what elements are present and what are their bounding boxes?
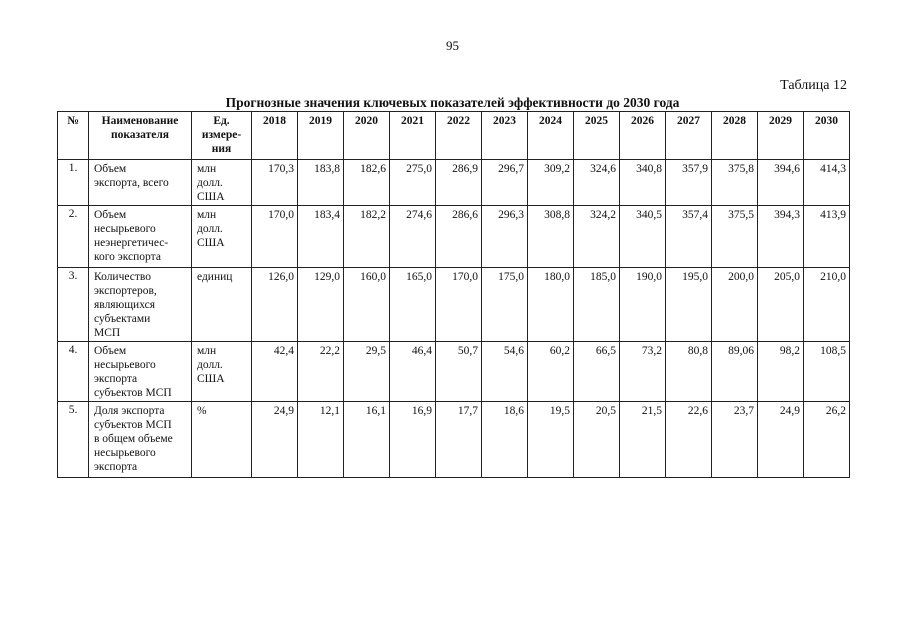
- header-year-2020: 2020: [344, 112, 390, 160]
- value-cell-2029: 394,3: [758, 206, 804, 268]
- unit-line: долл.: [197, 359, 223, 371]
- row-unit: [192, 402, 252, 478]
- unit-line: млн: [197, 163, 217, 175]
- header-num: №: [58, 112, 89, 160]
- header-year-2028: 2028: [712, 112, 758, 160]
- row-unit: [192, 268, 252, 342]
- row-unit: [192, 160, 252, 206]
- value-cell-2020: 182,6: [344, 160, 390, 206]
- value-cell-2025: 324,2: [574, 206, 620, 268]
- unit-line: млн: [197, 345, 217, 357]
- row-number: 4.: [58, 342, 89, 402]
- table-row: [58, 160, 850, 206]
- value-cell-2028: 200,0: [712, 268, 758, 342]
- row-unit: [192, 342, 252, 402]
- row-indicator-name: [89, 268, 192, 342]
- value-cell-2027: 80,8: [666, 342, 712, 402]
- header-year-2018: 2018: [252, 112, 298, 160]
- header-year-2022: 2022: [436, 112, 482, 160]
- value-cell-2025: 324,6: [574, 160, 620, 206]
- value-cell-2026: 190,0: [620, 268, 666, 342]
- value-cell-2022: 50,7: [436, 342, 482, 402]
- table-row: [58, 268, 850, 342]
- value-cell-2027: 357,9: [666, 160, 712, 206]
- value-cell-2023: 18,6: [482, 402, 528, 478]
- value-cell-2026: 21,5: [620, 402, 666, 478]
- value-cell-2021: 274,6: [390, 206, 436, 268]
- value-cell-2029: 98,2: [758, 342, 804, 402]
- indicator-name-line: Объем: [94, 345, 127, 357]
- value-cell-2024: 60,2: [528, 342, 574, 402]
- value-cell-2020: 16,1: [344, 402, 390, 478]
- row-indicator-name: [89, 402, 192, 478]
- unit-line: США: [197, 237, 225, 249]
- value-cell-2019: 12,1: [298, 402, 344, 478]
- value-cell-2026: 340,5: [620, 206, 666, 268]
- value-cell-2018: 24,9: [252, 402, 298, 478]
- header-year-2024: 2024: [528, 112, 574, 160]
- value-cell-2029: 394,6: [758, 160, 804, 206]
- header-unit: [192, 112, 252, 160]
- value-cell-2027: 357,4: [666, 206, 712, 268]
- value-cell-2030: 108,5: [804, 342, 850, 402]
- page-number: 95: [446, 38, 459, 53]
- unit-line: единиц: [197, 271, 233, 283]
- value-cell-2030: 414,3: [804, 160, 850, 206]
- value-cell-2022: 170,0: [436, 268, 482, 342]
- value-cell-2030: 210,0: [804, 268, 850, 342]
- row-number: 2.: [58, 206, 89, 268]
- header-unit-line: измере-: [201, 129, 242, 141]
- table-title: Прогнозные значения ключевых показателей эффективности до 2030 года: [225, 95, 680, 110]
- indicator-name-line: экспорта: [94, 461, 138, 473]
- value-cell-2030: 26,2: [804, 402, 850, 478]
- indicator-name-line: Объем: [94, 209, 127, 221]
- unit-line: США: [197, 191, 225, 203]
- unit-line: США: [197, 373, 225, 385]
- value-cell-2018: 170,0: [252, 206, 298, 268]
- value-cell-2019: 22,2: [298, 342, 344, 402]
- header-name-line: Наименование: [101, 115, 179, 127]
- value-cell-2019: 129,0: [298, 268, 344, 342]
- value-cell-2022: 286,6: [436, 206, 482, 268]
- indicator-name-line: экспорта, всего: [94, 177, 169, 189]
- indicator-name-line: МСП: [94, 327, 121, 339]
- value-cell-2026: 340,8: [620, 160, 666, 206]
- header-name-line: показателя: [110, 129, 170, 141]
- value-cell-2023: 54,6: [482, 342, 528, 402]
- indicator-name-line: кого экспорта: [94, 251, 161, 263]
- indicator-name-line: Количество: [94, 271, 151, 283]
- value-cell-2028: 23,7: [712, 402, 758, 478]
- header-unit-line: Ед.: [213, 115, 230, 127]
- value-cell-2022: 286,9: [436, 160, 482, 206]
- value-cell-2025: 66,5: [574, 342, 620, 402]
- kpi-forecast-table: [57, 111, 850, 478]
- indicator-name-line: несырьевого: [94, 447, 156, 459]
- table-row: [58, 402, 850, 478]
- value-cell-2028: 375,8: [712, 160, 758, 206]
- value-cell-2021: 275,0: [390, 160, 436, 206]
- value-cell-2021: 165,0: [390, 268, 436, 342]
- value-cell-2029: 24,9: [758, 402, 804, 478]
- header-name: [89, 112, 192, 160]
- indicator-name-line: несырьевого: [94, 223, 156, 235]
- indicator-name-line: экспорта: [94, 373, 138, 385]
- value-cell-2022: 17,7: [436, 402, 482, 478]
- value-cell-2024: 19,5: [528, 402, 574, 478]
- value-cell-2024: 180,0: [528, 268, 574, 342]
- row-number: 3.: [58, 268, 89, 342]
- table-label: Таблица 12: [780, 78, 847, 93]
- value-cell-2023: 296,3: [482, 206, 528, 268]
- table-row: [58, 206, 850, 268]
- row-unit: [192, 206, 252, 268]
- unit-line: долл.: [197, 223, 223, 235]
- header-year-2019: 2019: [298, 112, 344, 160]
- value-cell-2028: 375,5: [712, 206, 758, 268]
- indicator-name-line: Объем: [94, 163, 127, 175]
- value-cell-2020: 160,0: [344, 268, 390, 342]
- header-year-2023: 2023: [482, 112, 528, 160]
- value-cell-2019: 183,8: [298, 160, 344, 206]
- value-cell-2018: 42,4: [252, 342, 298, 402]
- value-cell-2019: 183,4: [298, 206, 344, 268]
- value-cell-2024: 309,2: [528, 160, 574, 206]
- value-cell-2030: 413,9: [804, 206, 850, 268]
- value-cell-2027: 195,0: [666, 268, 712, 342]
- header-year-2027: 2027: [666, 112, 712, 160]
- indicator-name-line: субъектов МСП: [94, 419, 172, 431]
- value-cell-2023: 296,7: [482, 160, 528, 206]
- value-cell-2024: 308,8: [528, 206, 574, 268]
- value-cell-2026: 73,2: [620, 342, 666, 402]
- indicator-name-line: экспортеров,: [94, 285, 157, 297]
- row-number: 5.: [58, 402, 89, 478]
- unit-line: %: [197, 405, 207, 417]
- header-year-2025: 2025: [574, 112, 620, 160]
- value-cell-2023: 175,0: [482, 268, 528, 342]
- value-cell-2029: 205,0: [758, 268, 804, 342]
- unit-line: долл.: [197, 177, 223, 189]
- header-row: [58, 112, 850, 160]
- header-year-2026: 2026: [620, 112, 666, 160]
- value-cell-2028: 89,06: [712, 342, 758, 402]
- value-cell-2020: 182,2: [344, 206, 390, 268]
- value-cell-2021: 46,4: [390, 342, 436, 402]
- row-indicator-name: [89, 206, 192, 268]
- value-cell-2018: 126,0: [252, 268, 298, 342]
- value-cell-2025: 185,0: [574, 268, 620, 342]
- row-indicator-name: [89, 342, 192, 402]
- value-cell-2027: 22,6: [666, 402, 712, 478]
- table-row: [58, 342, 850, 402]
- value-cell-2025: 20,5: [574, 402, 620, 478]
- table-body: [58, 160, 850, 478]
- value-cell-2020: 29,5: [344, 342, 390, 402]
- header-year-2030: 2030: [804, 112, 850, 160]
- header-year-2029: 2029: [758, 112, 804, 160]
- row-number: 1.: [58, 160, 89, 206]
- row-indicator-name: [89, 160, 192, 206]
- header-year-2021: 2021: [390, 112, 436, 160]
- indicator-name-line: субъектов МСП: [94, 387, 172, 399]
- indicator-name-line: являющихся: [94, 299, 156, 311]
- value-cell-2021: 16,9: [390, 402, 436, 478]
- indicator-name-line: Доля экспорта: [94, 405, 165, 417]
- indicator-name-line: в общем объеме: [94, 433, 173, 445]
- unit-line: млн: [197, 209, 217, 221]
- header-unit-line: ния: [211, 143, 232, 155]
- indicator-name-line: субъектами: [94, 313, 151, 325]
- value-cell-2018: 170,3: [252, 160, 298, 206]
- indicator-name-line: неэнергетичес-: [94, 237, 169, 249]
- indicator-name-line: несырьевого: [94, 359, 156, 371]
